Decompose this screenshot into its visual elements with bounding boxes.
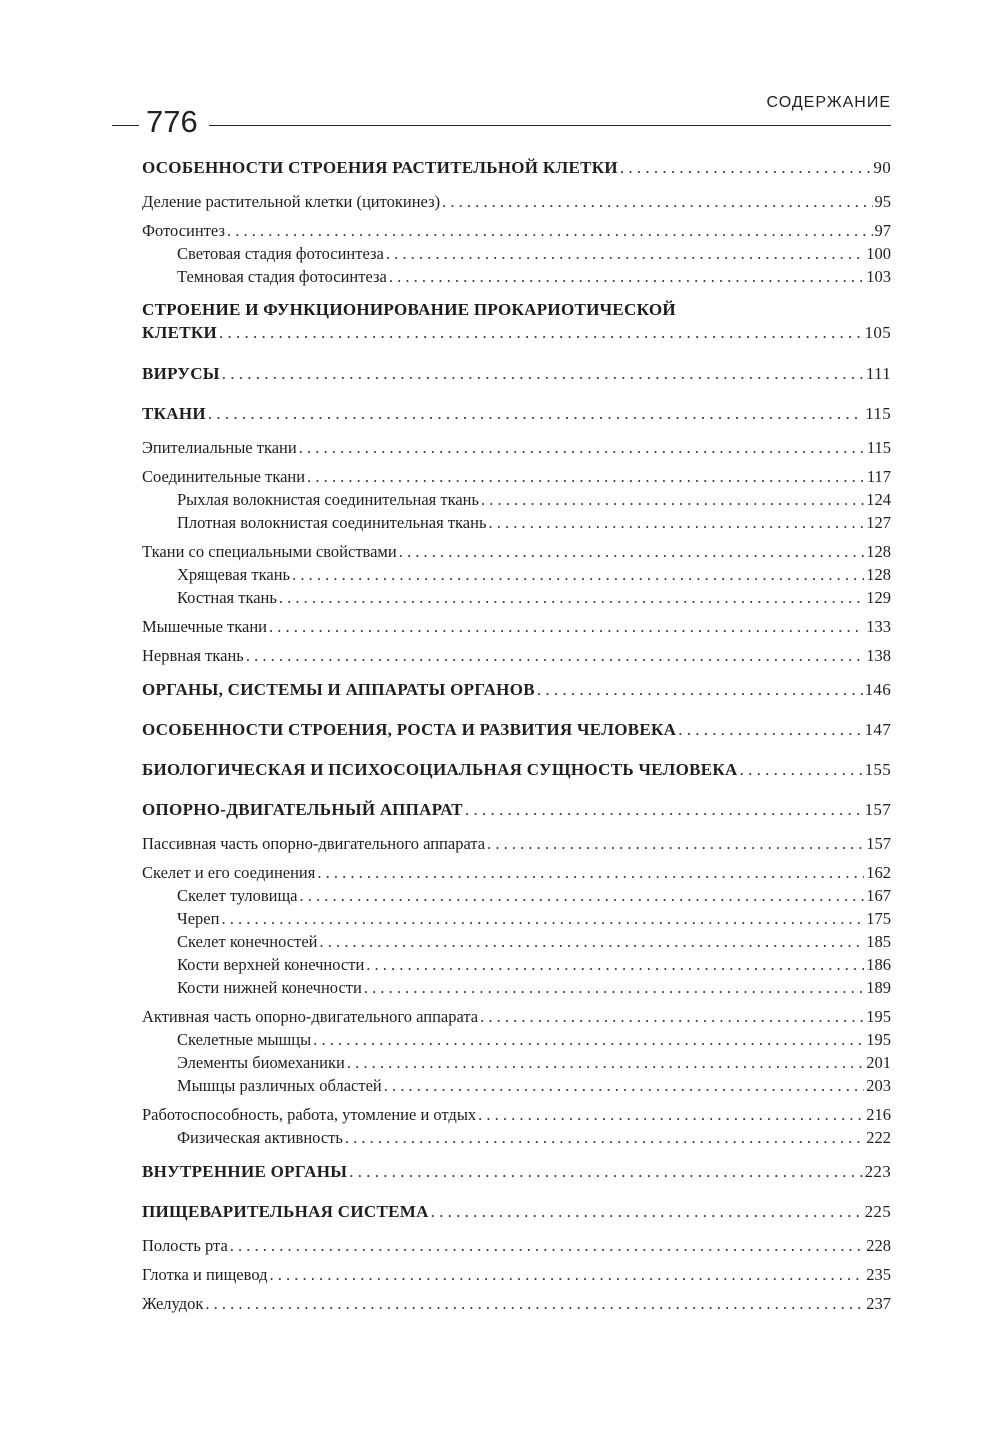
toc-page: 186	[866, 955, 891, 974]
toc-page: 201	[866, 1053, 891, 1072]
toc-title: Желудок	[142, 1294, 204, 1313]
toc-title: Фотосинтез	[142, 221, 225, 240]
toc-page: 228	[866, 1236, 891, 1255]
toc-page: 189	[866, 978, 891, 997]
toc-page: 90	[873, 158, 891, 177]
dot-leader	[317, 861, 864, 884]
toc-title: БИОЛОГИЧЕСКАЯ И ПСИХОСОЦИАЛЬНАЯ СУЩНОСТЬ ЧЕЛОВЕКА	[142, 760, 738, 779]
toc-page: 225	[864, 1202, 891, 1221]
toc-title: Темновая стадия фотосинтеза	[177, 267, 387, 286]
toc-title: ВИРУСЫ	[142, 364, 220, 383]
toc-page: 127	[866, 513, 891, 532]
running-title: СОДЕРЖАНИЕ	[766, 94, 891, 111]
dot-leader	[399, 540, 865, 563]
toc-title: ОРГАНЫ, СИСТЕМЫ И АППАРАТЫ ОРГАНОВ	[142, 680, 535, 699]
toc-title: Мышцы различных областей	[177, 1076, 382, 1095]
toc-page: 237	[866, 1294, 891, 1313]
toc-page: 203	[866, 1076, 891, 1095]
toc-page: 115	[865, 404, 891, 423]
toc-entry[interactable]	[142, 465, 891, 488]
dot-leader	[478, 1103, 864, 1126]
dot-leader	[246, 644, 864, 667]
toc-page: 155	[864, 760, 891, 779]
toc-entry[interactable]	[142, 190, 891, 213]
toc-entry[interactable]	[142, 1005, 891, 1028]
dot-leader	[349, 1160, 862, 1183]
toc-title: Эпителиальные ткани	[142, 438, 297, 457]
toc-entry[interactable]	[142, 540, 891, 563]
dot-leader	[227, 219, 873, 242]
toc-title: Полость рта	[142, 1236, 228, 1255]
header-rule-right	[209, 125, 891, 126]
toc-section[interactable]	[142, 156, 891, 179]
toc-title: Пассивная часть опорно-двигательного аппарата	[142, 834, 486, 853]
toc-page: 222	[866, 1128, 891, 1147]
toc-section[interactable]	[142, 402, 891, 425]
dot-leader	[389, 265, 864, 288]
toc-title: Световая стадия фотосинтеза	[177, 244, 384, 263]
dot-leader	[219, 321, 863, 344]
toc-page: 103	[866, 267, 891, 286]
toc-entry[interactable]	[142, 832, 891, 855]
dot-leader	[537, 678, 863, 701]
dot-leader	[386, 242, 864, 265]
dot-leader	[230, 1234, 864, 1257]
toc-title: ОПОРНО-ДВИГАТЕЛЬНЫЙ АППАРАТ	[142, 800, 463, 819]
toc-title: Физическая активность	[177, 1128, 343, 1147]
toc-title: Нервная ткань	[142, 646, 244, 665]
header-rule-left	[112, 125, 139, 126]
toc-page: 195	[866, 1007, 891, 1026]
toc-section[interactable]	[142, 298, 891, 344]
toc-entry[interactable]	[142, 861, 891, 884]
toc-entry[interactable]	[142, 1234, 891, 1257]
toc-page: 129	[866, 588, 891, 607]
toc-subentry[interactable]	[142, 265, 891, 288]
toc-page: 95	[874, 192, 891, 211]
dot-leader	[299, 884, 864, 907]
toc-subentry[interactable]	[142, 1126, 891, 1149]
dot-leader	[465, 798, 863, 821]
toc-page: 111	[865, 364, 891, 383]
toc-subentry[interactable]	[142, 907, 891, 930]
toc-subentry[interactable]	[142, 488, 891, 511]
toc-title: Череп	[177, 909, 220, 928]
dot-leader	[299, 436, 865, 459]
toc-title: ТКАНИ	[142, 404, 206, 423]
dot-leader	[366, 953, 864, 976]
dot-leader	[489, 511, 865, 534]
dot-leader	[279, 586, 864, 609]
toc-entry[interactable]	[142, 1103, 891, 1126]
toc-title: Кости верхней конечности	[177, 955, 365, 974]
dot-leader	[481, 488, 864, 511]
toc-page: 235	[866, 1265, 891, 1284]
dot-leader	[384, 1074, 865, 1097]
toc-title: Скелет и его соединения	[142, 863, 316, 882]
toc-section[interactable]	[142, 718, 891, 741]
toc-title: Деление растительной клетки (цитокинез)	[142, 192, 441, 211]
toc-title: Кости нижней конечности	[177, 978, 362, 997]
toc-title: Скелет туловища	[177, 886, 298, 905]
dot-leader	[292, 563, 864, 586]
toc-entry[interactable]	[142, 615, 891, 638]
toc-page: 128	[866, 542, 891, 561]
toc-title: ОСОБЕННОСТИ СТРОЕНИЯ, РОСТА И РАЗВИТИЯ ЧЕЛОВЕКА	[142, 720, 677, 739]
toc-section[interactable]	[142, 1200, 891, 1223]
dot-leader	[319, 930, 864, 953]
toc-title: Глотка и пищевод	[142, 1265, 268, 1284]
dot-leader	[205, 1292, 864, 1315]
toc-title: ОСОБЕННОСТИ СТРОЕНИЯ РАСТИТЕЛЬНОЙ КЛЕТКИ	[142, 158, 618, 177]
toc-entry[interactable]	[142, 436, 891, 459]
dot-leader	[487, 832, 864, 855]
dot-leader	[345, 1126, 864, 1149]
toc-subentry[interactable]	[142, 976, 891, 999]
toc-page: 105	[864, 323, 891, 342]
dot-leader	[620, 156, 872, 179]
toc-title: Рыхлая волокнистая соединительная ткань	[177, 490, 480, 509]
toc-page: 97	[874, 221, 891, 240]
toc-section[interactable]	[142, 1160, 891, 1183]
toc-title: ПИЩЕВАРИТЕЛЬНАЯ СИСТЕМА	[142, 1202, 429, 1221]
toc-title: Скелетные мышцы	[177, 1030, 312, 1049]
dot-leader	[221, 907, 864, 930]
toc-page: 195	[866, 1030, 891, 1049]
toc-entry[interactable]	[142, 1292, 891, 1315]
dot-leader	[222, 362, 864, 385]
toc-page: 162	[866, 863, 891, 882]
toc-title: Соединительные ткани	[142, 467, 306, 486]
dot-leader	[347, 1051, 864, 1074]
toc-page: 124	[866, 490, 891, 509]
toc-title: Мышечные ткани	[142, 617, 267, 636]
toc-page: 117	[866, 467, 891, 486]
toc-title: ВНУТРЕННИЕ ОРГАНЫ	[142, 1162, 348, 1181]
toc-title: Плотная волокнистая соединительная ткань	[177, 513, 487, 532]
toc-page: 175	[866, 909, 891, 928]
toc-page: 133	[866, 617, 891, 636]
dot-leader	[431, 1200, 863, 1223]
toc-title: СТРОЕНИЕ И ФУНКЦИОНИРОВАНИЕ ПРОКАРИОТИЧЕСКОЙ	[142, 300, 676, 319]
table-of-contents	[142, 150, 891, 1315]
dot-leader	[480, 1005, 864, 1028]
toc-page: 185	[866, 932, 891, 951]
page-number: 776	[146, 104, 198, 139]
toc-entry[interactable]	[142, 1263, 891, 1286]
toc-title: Активная часть опорно-двигательного аппарата	[142, 1007, 479, 1026]
dot-leader	[364, 976, 864, 999]
toc-page: 167	[866, 886, 891, 905]
dot-leader	[307, 465, 865, 488]
dot-leader	[269, 615, 864, 638]
toc-subentry[interactable]	[142, 930, 891, 953]
dot-leader	[678, 718, 862, 741]
toc-title: Костная ткань	[177, 588, 277, 607]
toc-title-continued: КЛЕТКИ	[142, 323, 218, 342]
toc-section[interactable]	[142, 798, 891, 821]
toc-subentry[interactable]	[142, 1051, 891, 1074]
toc-subentry[interactable]	[142, 563, 891, 586]
dot-leader	[208, 402, 863, 425]
toc-subentry[interactable]	[142, 511, 891, 534]
toc-subentry[interactable]	[142, 884, 891, 907]
toc-title: Работоспособность, работа, утомление и отдых	[142, 1105, 477, 1124]
toc-subentry[interactable]	[142, 1028, 891, 1051]
toc-title: Элементы биомеханики	[177, 1053, 345, 1072]
toc-page: 128	[866, 565, 891, 584]
toc-page: 223	[864, 1162, 891, 1181]
toc-section[interactable]	[142, 758, 891, 781]
toc-title: Скелет конечностей	[177, 932, 318, 951]
dot-leader	[740, 758, 863, 781]
toc-title: Ткани со специальными свойствами	[142, 542, 397, 561]
toc-page: 147	[864, 720, 891, 739]
toc-entry[interactable]	[142, 644, 891, 667]
toc-page: 100	[866, 244, 891, 263]
toc-subentry[interactable]	[142, 242, 891, 265]
dot-leader	[442, 190, 872, 213]
toc-subentry[interactable]	[142, 1074, 891, 1097]
toc-section[interactable]	[142, 678, 891, 701]
toc-page: 216	[866, 1105, 891, 1124]
dot-leader	[313, 1028, 864, 1051]
dot-leader	[269, 1263, 864, 1286]
toc-section[interactable]	[142, 362, 891, 385]
toc-subentry[interactable]	[142, 586, 891, 609]
toc-title: Хрящевая ткань	[177, 565, 291, 584]
toc-page: 138	[866, 646, 891, 665]
toc-page: 157	[864, 800, 891, 819]
toc-page: 146	[864, 680, 891, 699]
toc-page: 115	[866, 438, 891, 457]
toc-page: 157	[866, 834, 891, 853]
toc-subentry[interactable]	[142, 953, 891, 976]
toc-entry[interactable]	[142, 219, 891, 242]
